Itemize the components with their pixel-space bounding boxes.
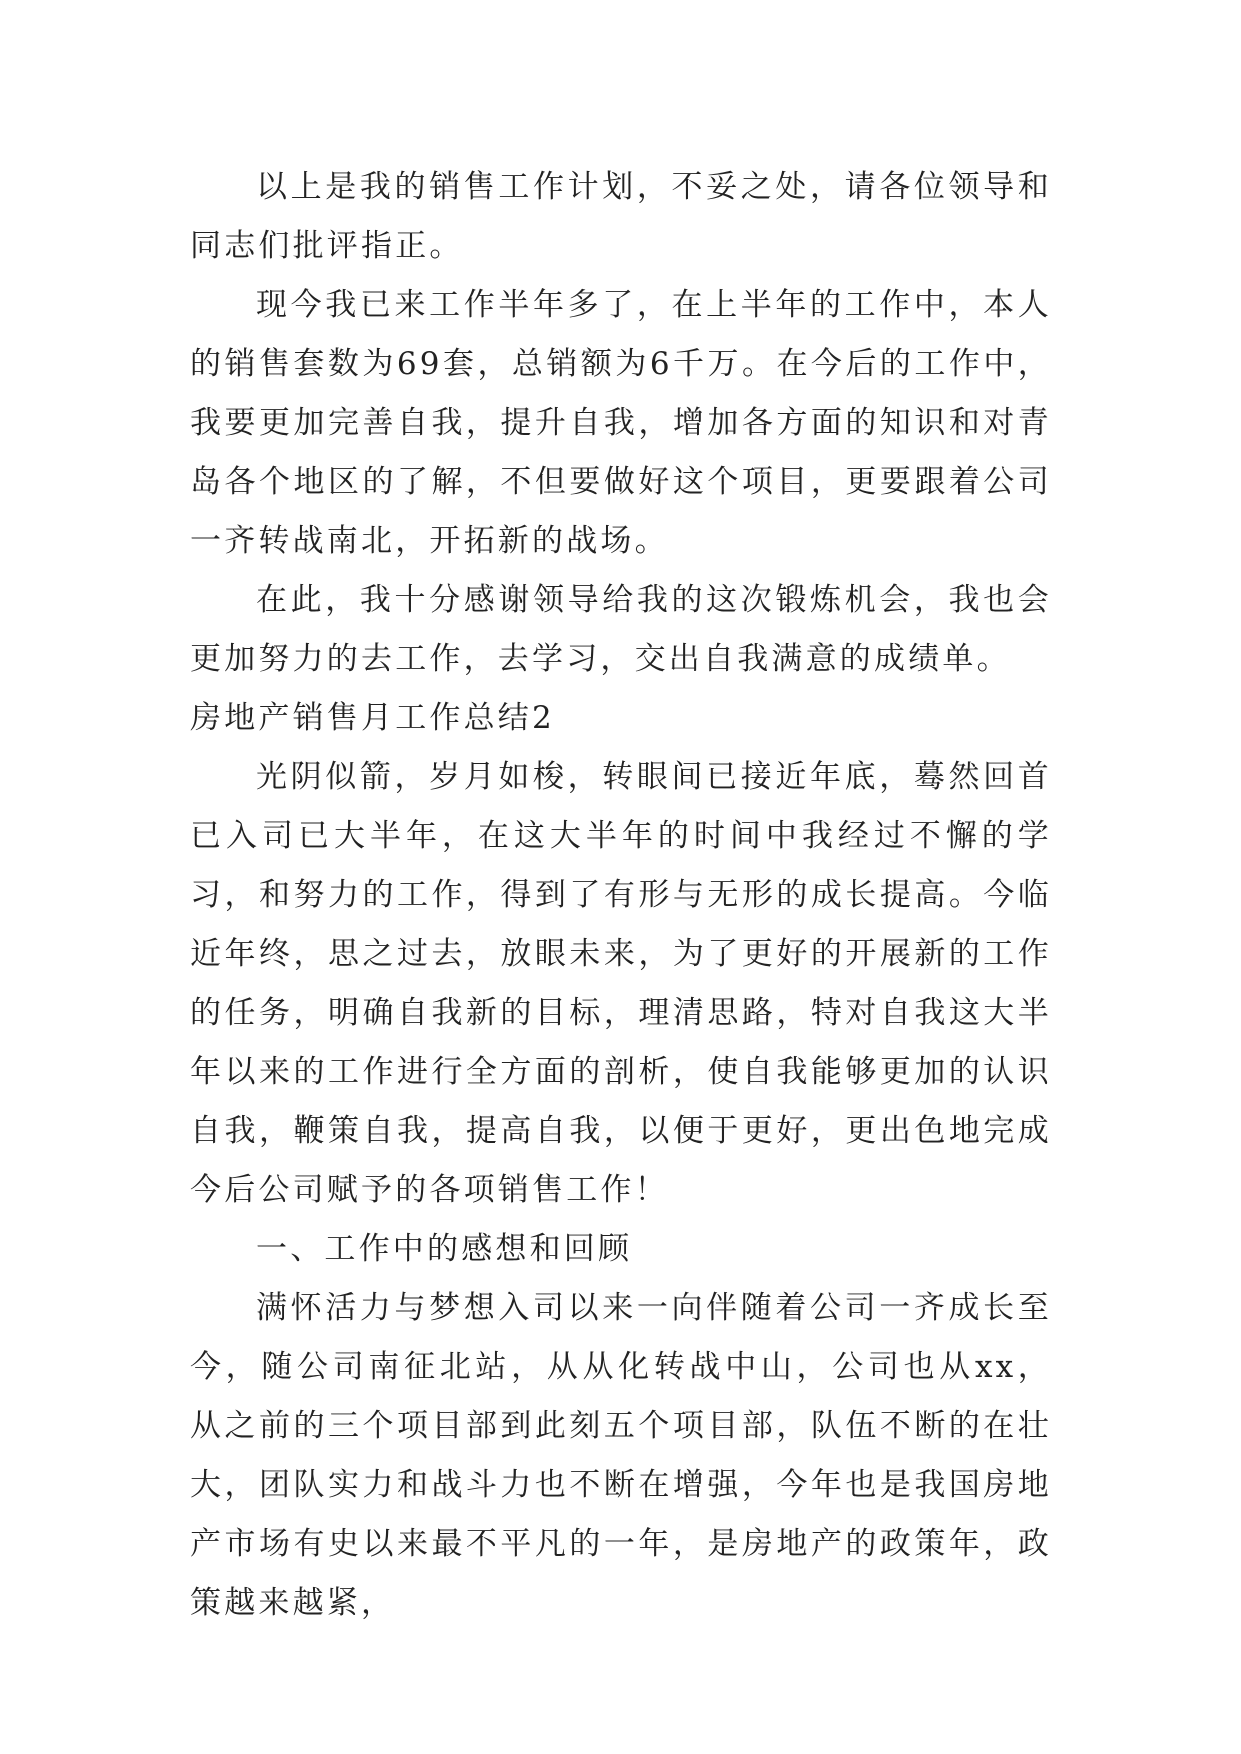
paragraph-closing-remarks: 以上是我的销售工作计划，不妥之处，请各位领导和同志们批评指正。	[190, 169, 1052, 264]
paragraph-half-year-summary: 现今我已来工作半年多了，在上半年的工作中，本人的销售套数为69套，总销额为6千万。在今后的工作中，我要更加完善自我，提升自我，增加各方面的知识和对青岛各个地区的了解，不但要做好这个项目，更要跟着公司一齐转战南北，开拓新的战场。	[190, 287, 1052, 559]
section-title: 房地产销售月工作总结2	[190, 700, 555, 736]
paragraph-review: 满怀活力与梦想入司以来一向伴随着公司一齐成长至今，随公司南征北站，从从化转战中山，公司也从xx，从之前的三个项目部到此刻五个项目部，队伍不断的在壮大，团队实力和战斗力也不断在增强，今年也是我国房地产市场有史以来最不平凡的一年，是房地产的政策年，政策越来越紧，	[190, 1290, 1052, 1621]
subsection-title: 一、工作中的感想和回顾	[256, 1231, 633, 1267]
paragraph-thanks: 在此，我十分感谢领导给我的这次锻炼机会，我也会更加努力的去工作，去学习，交出自我满意的成绩单。	[190, 582, 1052, 677]
paragraph-introduction: 光阴似箭，岁月如梭，转眼间已接近年底，蓦然回首已入司已大半年，在这大半年的时间中我经过不懈的学习，和努力的工作，得到了有形与无形的成长提高。今临近年终，思之过去，放眼未来，为了更好的开展新的工作的任务，明确自我新的目标，理清思路，特对自我这大半年以来的工作进行全方面的剖析，使自我能够更加的认识自我，鞭策自我，提高自我，以便于更好，更出色地完成今后公司赋予的各项销售工作！	[190, 759, 1052, 1208]
document-body	[190, 158, 1052, 1633]
